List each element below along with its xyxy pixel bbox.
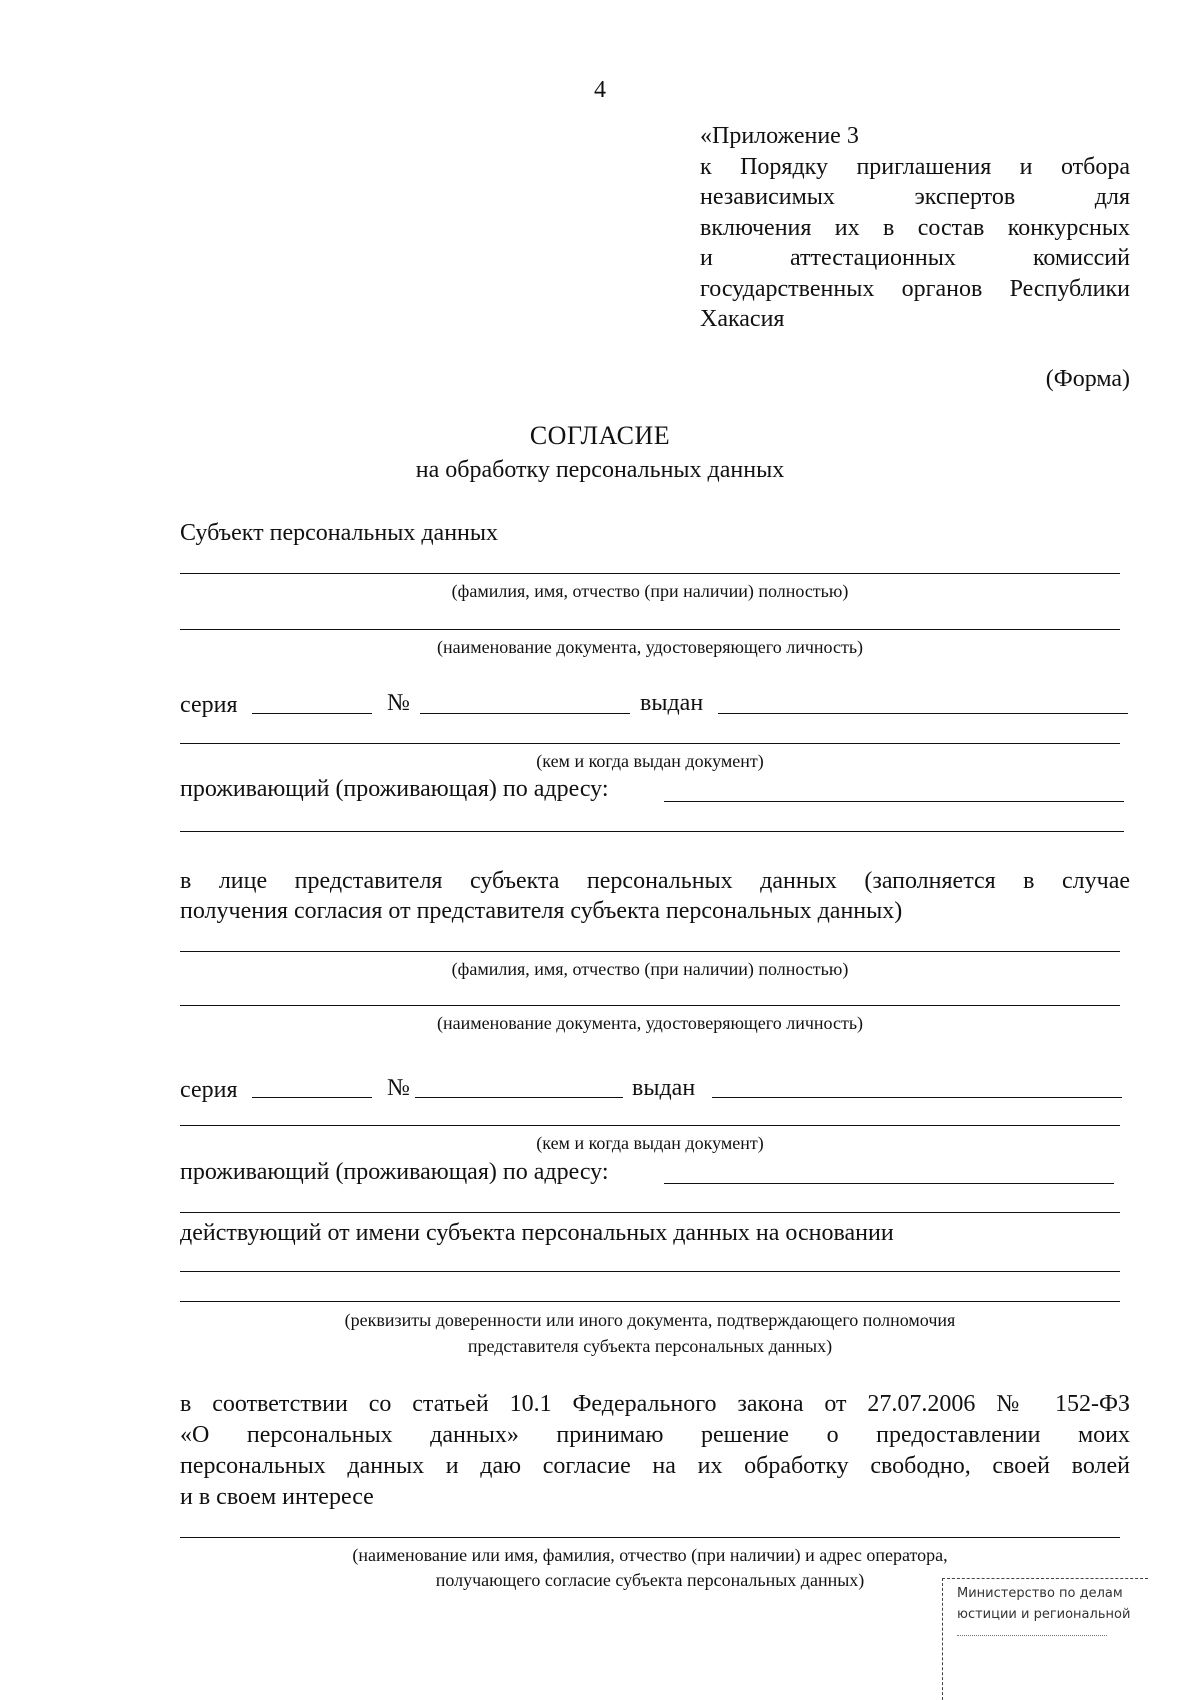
representative-issued-field[interactable] — [712, 1097, 1122, 1098]
operator-caption-line: (наименование или имя, фамилия, отчество (при наличии) и адрес оператора, — [352, 1545, 948, 1565]
representative-basis-caption-line: представителя субъекта персональных данных) — [467, 1336, 833, 1356]
consent-line: персональных данных и даю согласие на их обработку свободно, своей волей — [180, 1453, 1130, 1479]
subject-document-line[interactable] — [180, 629, 1120, 630]
representative-address-label: проживающий (проживающая) по адресу: — [180, 1159, 609, 1185]
subject-number-field[interactable] — [420, 713, 630, 714]
appendix-header — [700, 121, 1130, 335]
representative-basis-line-2[interactable] — [180, 1301, 1120, 1302]
representative-series-field[interactable] — [252, 1097, 372, 1098]
subject-issued-caption: (кем и когда выдан документ) — [536, 751, 764, 771]
appendix-line: «Приложение 3 — [700, 123, 859, 149]
form-label: (Форма) — [1045, 366, 1130, 392]
stamp-line: юстиции и региональной — [957, 1607, 1131, 1622]
consent-line: и в своем интересе — [180, 1484, 374, 1510]
appendix-line: государственных органов Республики — [700, 275, 1130, 302]
representative-series-label: серия — [180, 1077, 238, 1103]
representative-intro-line: в лице представителя субъекта персональных данных (заполняется в случае — [180, 868, 1130, 894]
representative-issued-caption: (кем и когда выдан документ) — [536, 1133, 764, 1153]
representative-basis-line-1[interactable] — [180, 1271, 1120, 1272]
subject-series-label: серия — [180, 692, 238, 718]
consent-line: в соответствии со статьей 10.1 Федерального закона от 27.07.2006 № 152-ФЗ — [180, 1391, 1130, 1417]
subject-fio-line[interactable] — [180, 573, 1120, 574]
consent-line: «О персональных данных» принимаю решение о предоставлении моих — [180, 1422, 1130, 1448]
operator-caption-line: получающего согласие субъекта персональных данных) — [435, 1570, 865, 1590]
representative-address-field[interactable] — [664, 1183, 1114, 1184]
registration-stamp — [942, 1578, 1148, 1700]
document-subtitle: на обработку персональных данных — [415, 457, 785, 483]
appendix-line: к Порядку приглашения и отбора — [700, 153, 1130, 180]
representative-intro-line: получения согласия от представителя субъекта персональных данных) — [180, 898, 903, 924]
representative-issued-line[interactable] — [180, 1125, 1120, 1126]
subject-issued-line[interactable] — [180, 743, 1120, 744]
representative-document-caption: (наименование документа, удостоверяющего личность) — [436, 1013, 864, 1033]
subject-fio-caption: (фамилия, имя, отчество (при наличии) полностью) — [451, 581, 849, 601]
subject-issued-label: выдан — [640, 690, 704, 716]
operator-line[interactable] — [180, 1537, 1120, 1538]
representative-fio-caption: (фамилия, имя, отчество (при наличии) полностью) — [451, 959, 849, 979]
document-title: СОГЛАСИЕ — [529, 421, 671, 450]
representative-number-field[interactable] — [415, 1097, 623, 1098]
appendix-line: Хакасия — [700, 306, 785, 332]
subject-series-field[interactable] — [252, 713, 372, 714]
representative-basis-caption-line: (реквизиты доверенности или иного документа, подтверждающего полномочия — [344, 1310, 956, 1330]
stamp-line: Министерство по делам — [957, 1586, 1123, 1601]
appendix-line: независимых экспертов для — [700, 184, 1130, 210]
representative-fio-line[interactable] — [180, 951, 1120, 952]
representative-basis-caption — [180, 1309, 1120, 1357]
stamp-faded-text — [957, 1635, 1107, 1637]
subject-address-field[interactable] — [664, 801, 1124, 802]
subject-document-caption: (наименование документа, удостоверяющего личность) — [436, 637, 864, 657]
subject-issued-field[interactable] — [718, 713, 1128, 714]
consent-paragraph — [180, 1389, 1130, 1513]
representative-acting-label: действующий от имени субъекта персональных данных на основании — [180, 1220, 894, 1246]
subject-address-label: проживающий (проживающая) по адресу: — [180, 776, 609, 802]
appendix-line: и аттестационных комиссий — [700, 245, 1130, 271]
representative-document-line[interactable] — [180, 1005, 1120, 1006]
subject-address-line-2[interactable] — [180, 831, 1124, 832]
representative-number-label: № — [387, 1075, 410, 1101]
appendix-line: включения их в состав конкурсных — [700, 214, 1130, 241]
representative-intro — [180, 866, 1130, 926]
subject-label: Субъект персональных данных — [180, 520, 499, 546]
representative-issued-label: выдан — [632, 1075, 696, 1101]
page-number: 4 — [594, 77, 606, 103]
subject-number-label: № — [387, 690, 410, 716]
representative-address-line-2[interactable] — [180, 1212, 1120, 1213]
